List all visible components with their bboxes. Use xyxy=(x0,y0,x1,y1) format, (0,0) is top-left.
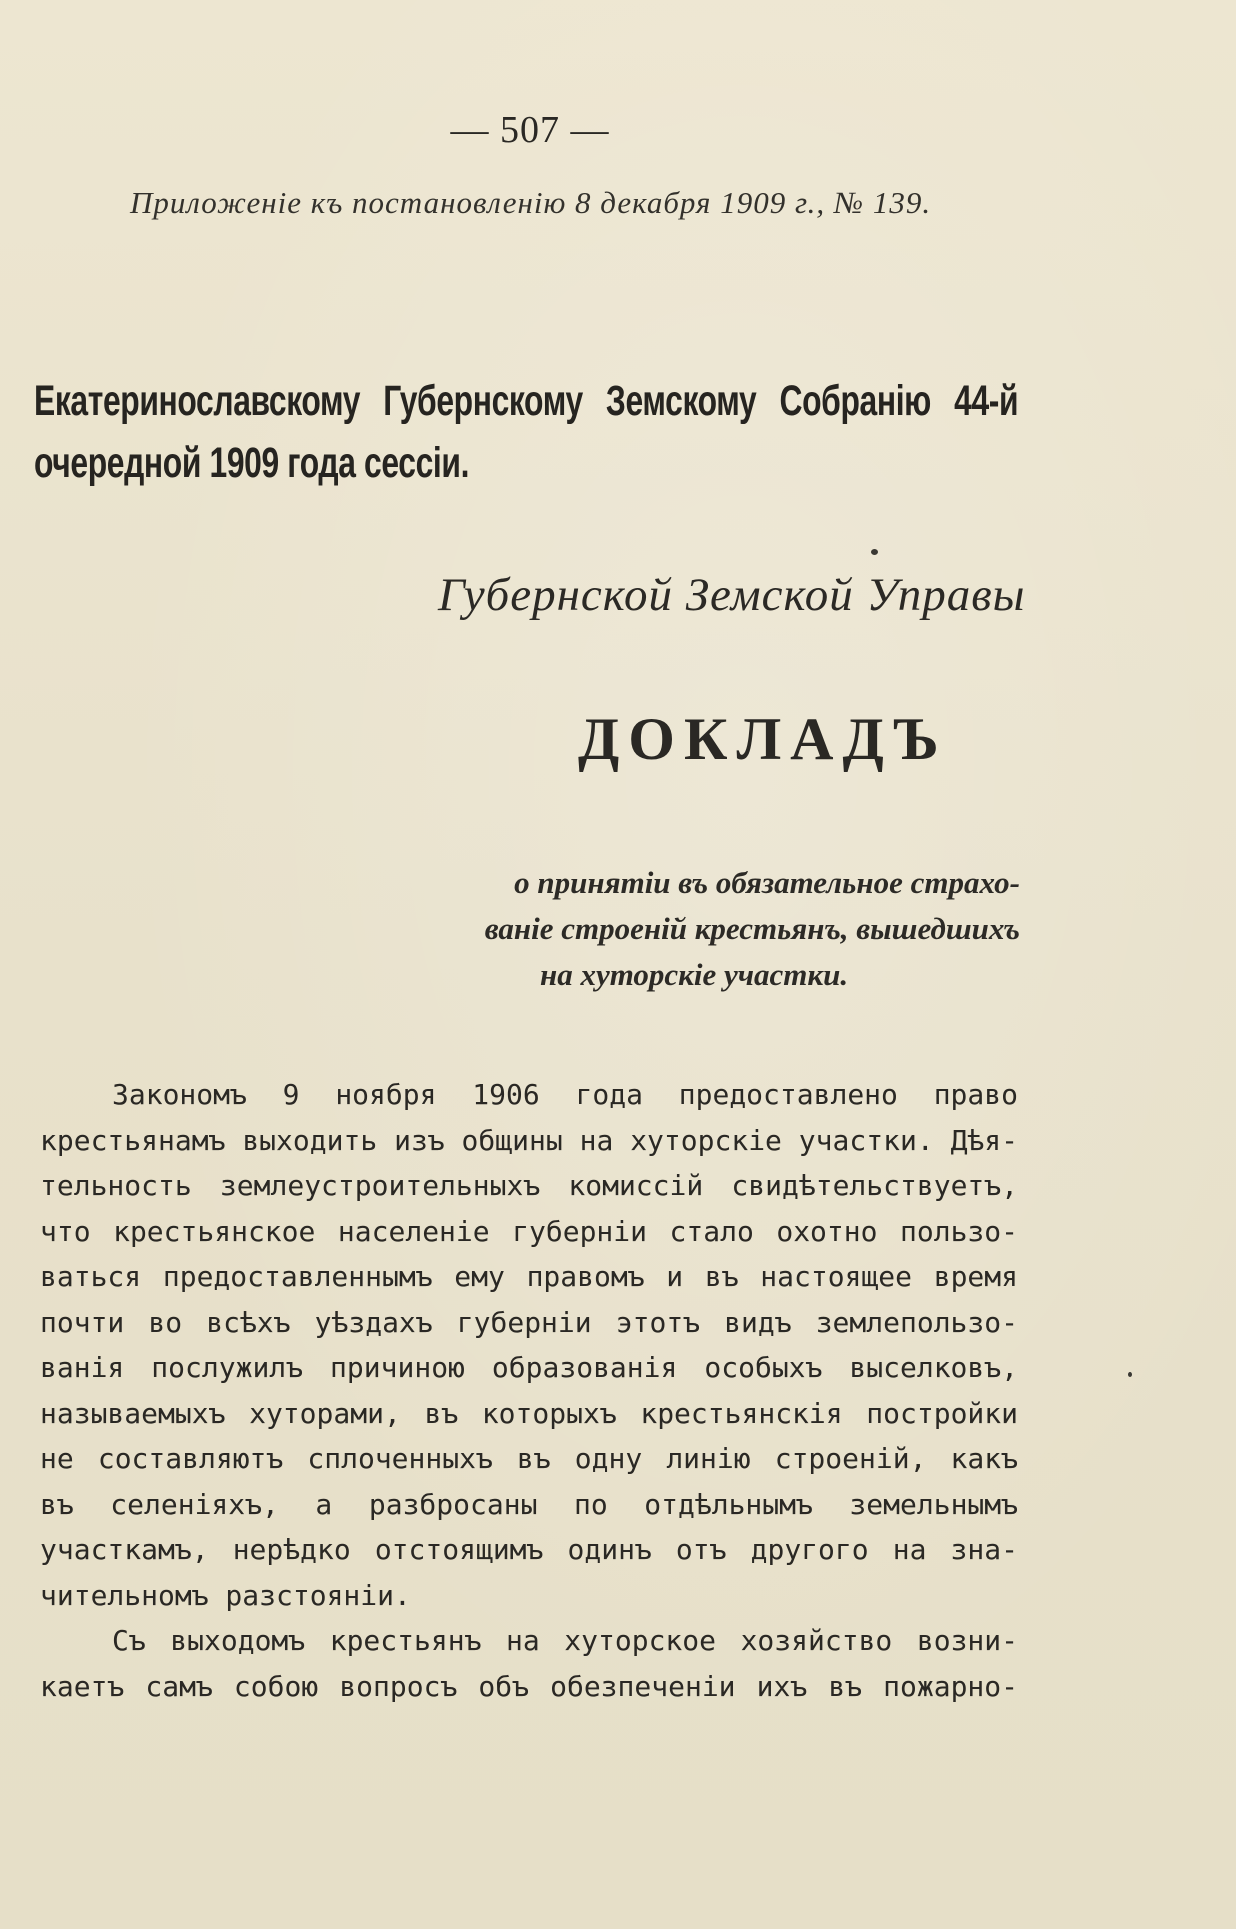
body-line: ванія послужилъ причиною образованія особыхъ выселковъ, xyxy=(40,1351,1018,1384)
body-line: не составляютъ сплоченныхъ въ одну линію строеній, какъ xyxy=(40,1442,1018,1475)
body-line: тельность землеустроительныхъ комиссій свидѣтельствуетъ, xyxy=(40,1169,1018,1202)
subject-line: ваніе строеній крестьянъ, вышедшихъ xyxy=(484,911,1020,946)
body-line: Съ выходомъ крестьянъ на хуторское хозяйство возни- xyxy=(112,1624,1018,1657)
body-line: чительномъ разстояніи. xyxy=(40,1578,411,1612)
body-line: крестьянамъ выходить изъ общины на хуторскіе участки. Дѣя- xyxy=(40,1123,1018,1157)
page-number: — 507 — xyxy=(450,109,610,151)
body-text xyxy=(40,1072,1018,1709)
subject-line: о принятіи въ обязательное страхо- xyxy=(514,865,1020,900)
issuer-line: Губернской Земской Управы xyxy=(438,569,1026,621)
ink-dot xyxy=(871,549,878,555)
address-heading: Екатеринославскому Губернскому Земскому Собранію 44-й очередной 1909 года сессіи. xyxy=(34,377,1019,487)
subject-line: на хуторскіе участки. xyxy=(540,957,849,992)
body-line: почти во всѣхъ уѣздахъ губерніи этотъ видъ землепользо- xyxy=(40,1305,1018,1339)
ink-dot xyxy=(1128,1372,1132,1377)
document-title: ДОКЛАДЪ xyxy=(578,706,948,772)
body-line: участкамъ, нерѣдко отстоящимъ одинъ отъ другого на зна- xyxy=(40,1533,1018,1566)
body-line: каетъ самъ собою вопросъ объ обезпеченіи ихъ въ пожарно- xyxy=(40,1669,1018,1703)
body-line: что крестьянское населеніе губерніи стало охотно пользо- xyxy=(40,1214,1018,1248)
body-line: Закономъ 9 ноября 1906 года предоставлено право xyxy=(112,1078,1018,1111)
body-line: называемыхъ хуторами, въ которыхъ крестьянскія постройки xyxy=(40,1396,1018,1430)
appendix-note: Приложеніе къ постановленію 8 декабря 1909 г., № 139. xyxy=(130,185,932,220)
document-subject xyxy=(410,860,1020,998)
body-line: въ селеніяхъ, а разбросаны по отдѣльнымъ земельнымъ xyxy=(40,1487,1018,1521)
body-line: ваться предоставленнымъ ему правомъ и въ настоящее время xyxy=(40,1260,1018,1293)
